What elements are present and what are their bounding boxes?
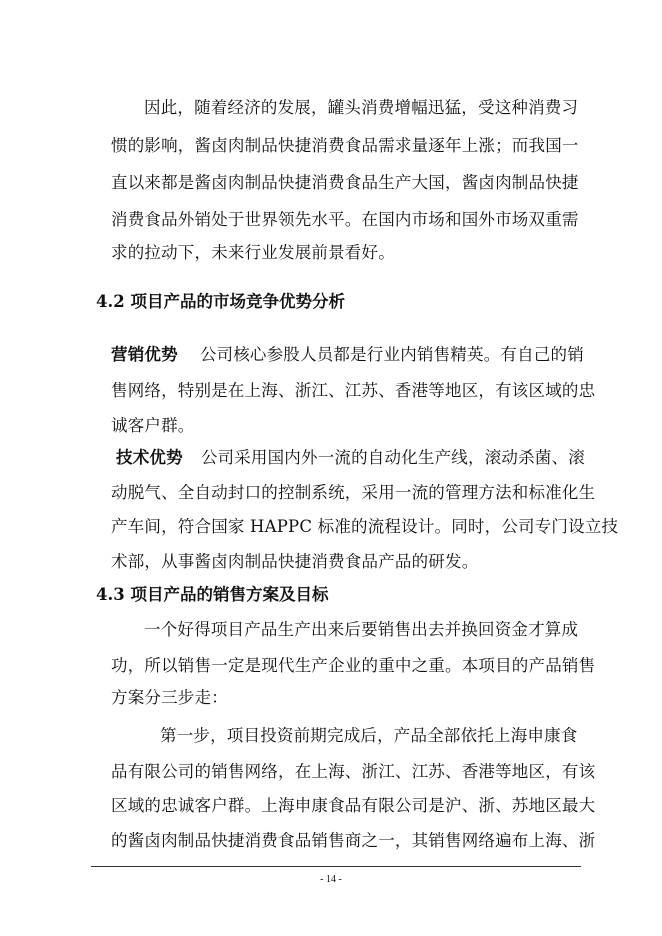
section-4-3-heading: 4.3 项目产品的销售方案及目标 — [96, 585, 329, 604]
technology-line-1 — [116, 448, 585, 468]
sales-line-1: 一个好得项目产品生产出来后要销售出去并换回资金才算成 — [144, 620, 579, 639]
technology-line-3: 产车间，符合国家 HAPPC 标准的流程设计。同时，公司专门设立技 — [111, 517, 619, 536]
marketing-line-1 — [111, 345, 584, 365]
step1-line-4: 的酱卤肉制品快捷消费食品销售商之一，其销售网络遍布上海、浙 — [111, 831, 596, 850]
marketing-label: 营销优势 — [111, 345, 178, 364]
marketing-line-3: 诚客户群。 — [111, 416, 195, 435]
section-4-2-heading: 4.2 项目产品的市场竞争优势分析 — [96, 292, 345, 311]
sales-line-2: 功，所以销售一定是现代生产企业的重中之重。本项目的产品销售 — [111, 656, 596, 675]
paragraph-1-line-3: 直以来都是酱卤肉制品快捷消费食品生产大国，酱卤肉制品快捷 — [111, 173, 579, 192]
step1-line-2: 品有限公司的销售网络，在上海、浙江、江苏、香港等地区，有该 — [111, 762, 596, 781]
footer-rule — [91, 866, 581, 867]
paragraph-1-line-1: 因此，随着经济的发展，罐头消费增幅迅猛，受这种消费习 — [144, 98, 579, 117]
technology-line-4: 术部，从事酱卤肉制品快捷消费食品产品的研发。 — [111, 552, 479, 571]
sales-line-3: 方案分三步走： — [111, 688, 228, 707]
marketing-line-2: 售网络，特别是在上海、浙江、江苏、香港等地区，有该区域的忠 — [111, 381, 596, 400]
step1-line-1: 第一步，项目投资前期完成后，产品全部依托上海申康食 — [160, 726, 578, 745]
page-number: - 14 - — [320, 874, 342, 885]
technology-label: 技术优势 — [116, 448, 183, 467]
paragraph-1-line-2: 惯的影响，酱卤肉制品快捷消费食品需求量逐年上涨；而我国一 — [111, 136, 579, 155]
paragraph-1-line-5: 求的拉动下，未来行业发展前景看好。 — [111, 243, 395, 262]
technology-text-1: 公司采用国内外一流的自动化生产线，滚动杀菌、滚 — [200, 448, 585, 467]
marketing-text-1: 公司核心参股人员都是行业内销售精英。有自己的销 — [199, 345, 584, 364]
technology-line-2: 动脱气、全自动封口的控制系统，采用一流的管理方法和标准化生 — [111, 483, 596, 502]
paragraph-1-line-4: 消费食品外销处于世界领先水平。在国内市场和国外市场双重需 — [111, 210, 579, 229]
step1-line-3: 区域的忠诚客户群。上海申康食品有限公司是沪、浙、苏地区最大 — [111, 796, 596, 815]
